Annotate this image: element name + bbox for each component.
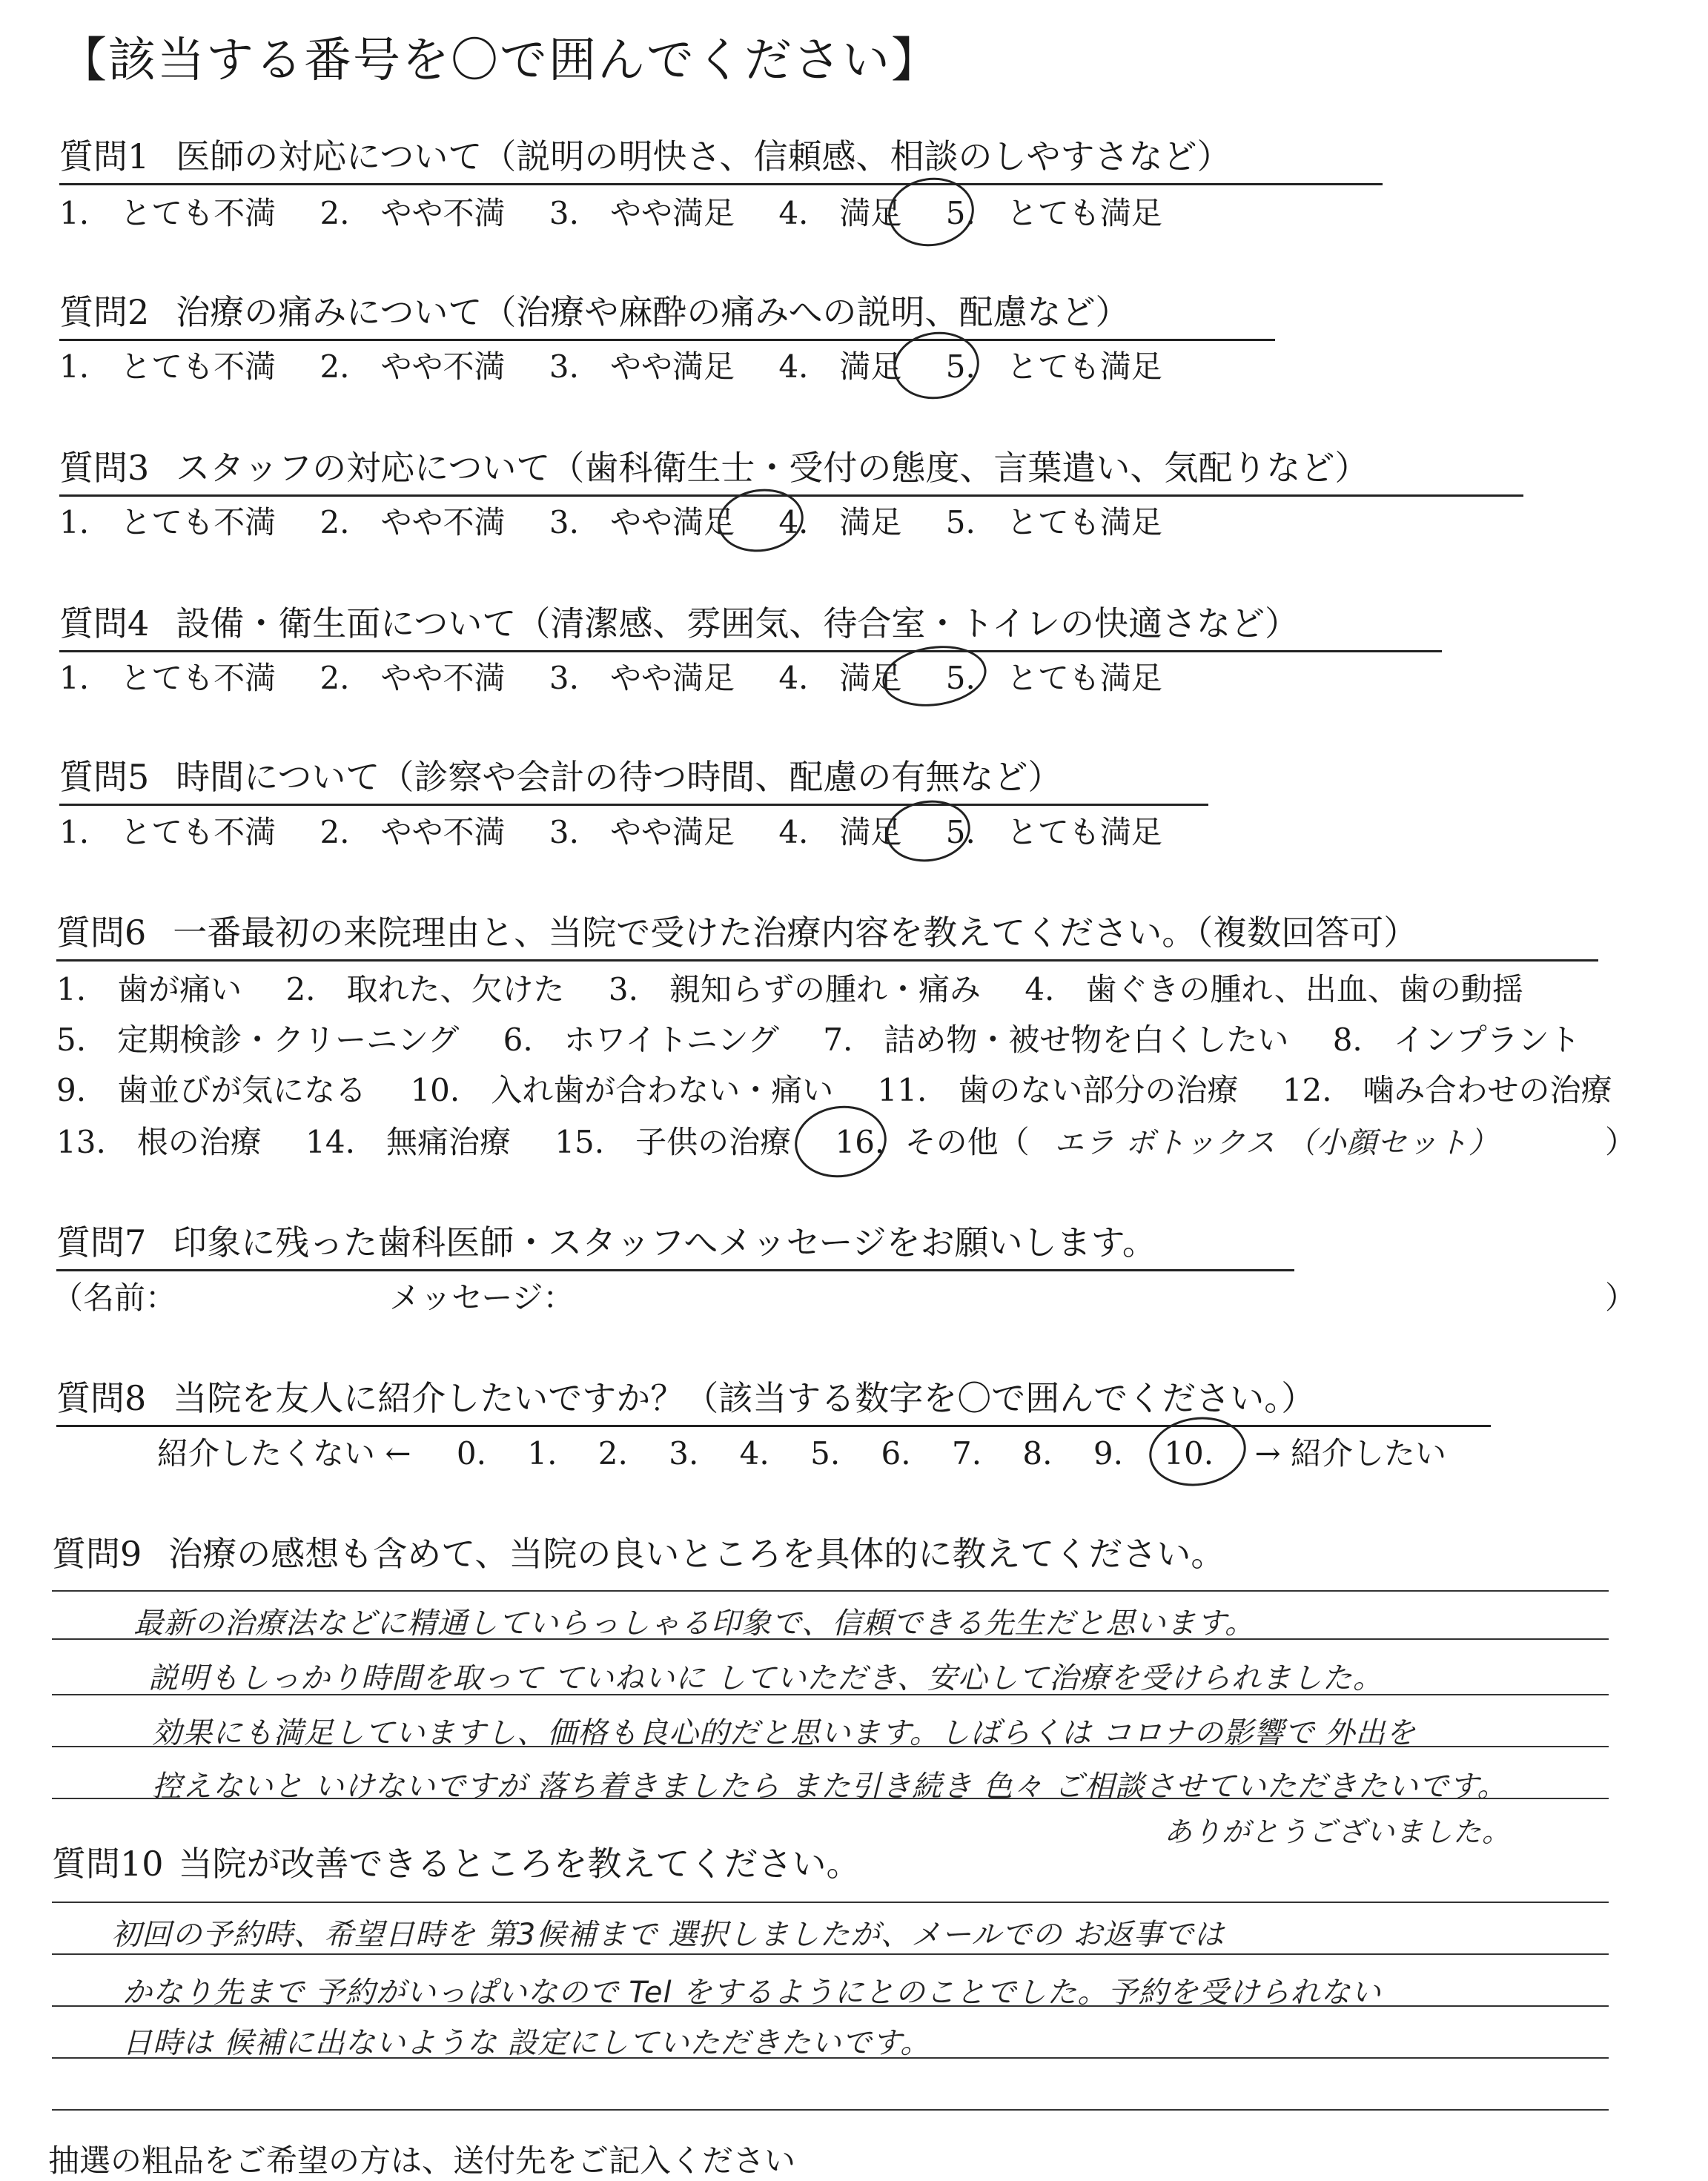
option-8[interactable]: 8. インプラント <box>1332 1022 1580 1058</box>
option-3[interactable]: 3. やや満足 <box>549 660 735 696</box>
answer-line <box>52 2109 1609 2111</box>
scale-9[interactable]: 9. <box>1093 1435 1123 1472</box>
footer-partial-text: 抽選の粗品をご希望の方は、送付先をご記入ください <box>48 2142 796 2179</box>
answer-line <box>52 2057 1609 2059</box>
answer-line <box>52 2005 1609 2007</box>
question-6-options-row3 <box>56 1066 1646 1111</box>
question-number: 質問9 <box>52 1534 142 1574</box>
option-1[interactable]: 1. とても不満 <box>59 814 277 850</box>
option-2[interactable]: 2. やや不満 <box>320 504 506 540</box>
option-9[interactable]: 9. 歯並びが気になる <box>56 1072 367 1108</box>
scale-10[interactable]: 10. <box>1164 1435 1214 1472</box>
answer-line <box>52 1798 1609 1799</box>
question-number: 質問1 <box>59 136 150 176</box>
option-4[interactable]: 4. 歯ぐきの腫れ、出血、歯の動揺 <box>1025 971 1523 1007</box>
question-8-scale <box>157 1429 1477 1474</box>
question-number: 質問6 <box>56 913 147 953</box>
option-5[interactable]: 5. とても満足 <box>945 348 1162 385</box>
scale-1[interactable]: 1. <box>527 1435 557 1472</box>
question-4-heading <box>59 597 1442 652</box>
selection-circle <box>790 1100 891 1183</box>
question-text: 治療の痛みについて（治療や麻酔の痛みへの説明、配慮など） <box>176 292 1130 332</box>
q10-answer-line-1[interactable]: 初回の予約時、希望日時を 第3候補まで 選択しましたが、メールでの お返事では <box>111 1918 1225 1952</box>
question-number: 質問10 <box>52 1844 164 1884</box>
scale-0[interactable]: 0. <box>456 1435 486 1472</box>
option-2[interactable]: 2. 取れた、欠けた <box>285 971 565 1007</box>
question-6-heading <box>56 906 1598 962</box>
question-number: 質問8 <box>56 1378 147 1418</box>
question-6-options-row2 <box>56 1016 1615 1060</box>
option-3[interactable]: 3. やや満足 <box>549 814 735 850</box>
option-1[interactable]: 1. とても不満 <box>59 660 277 696</box>
question-text: 設備・衛生面について（清潔感、雰囲気、待合室・トイレの快適さなど） <box>176 603 1300 643</box>
option-4[interactable]: 4. 満足 <box>778 504 902 540</box>
question-text: 治療の感想も含めて、当院の良いところを具体的に教えてください。 <box>168 1534 1225 1574</box>
option-13[interactable]: 13. 根の治療 <box>56 1124 262 1160</box>
q9-answer-line-3[interactable]: 効果にも満足していますし、価格も良心的だと思います。しばらくは コロナの影響で 外出を <box>152 1716 1417 1750</box>
question-text: スタッフの対応について（歯科衛生士・受付の態度、言葉遣い、気配りなど） <box>176 448 1369 488</box>
scale-8[interactable]: 8. <box>1022 1435 1053 1472</box>
answer-line <box>52 1953 1609 1955</box>
q9-answer-line-1[interactable]: 最新の治療法などに精通していらっしゃる印象で、信頼できる先生だと思います。 <box>133 1606 1255 1641</box>
option-5[interactable]: 5. とても満足 <box>945 504 1162 540</box>
scale-right-label: → 紹介したい <box>1254 1435 1446 1472</box>
q10-answer-line-3[interactable]: 日時は 候補に出ないような 設定にしていただきたいです。 <box>122 2026 931 2060</box>
question-5-heading <box>59 750 1208 806</box>
question-10-heading <box>52 1837 861 1886</box>
question-number: 質問3 <box>59 448 150 488</box>
option-3[interactable]: 3. やや満足 <box>549 348 735 385</box>
question-text: 当院が改善できるところを教えてください。 <box>178 1844 861 1884</box>
option-4[interactable]: 4. 満足 <box>778 660 902 696</box>
scale-3[interactable]: 3. <box>669 1435 699 1472</box>
scale-left-label: 紹介したくない ← <box>157 1435 411 1472</box>
question-text: 印象に残った歯科医師・スタッフへメッセージをお願いします。 <box>173 1222 1156 1262</box>
question-number: 質問4 <box>59 603 150 643</box>
name-label: （名前： <box>52 1280 177 1316</box>
scale-7[interactable]: 7. <box>951 1435 982 1472</box>
option-2[interactable]: 2. やや不満 <box>320 814 506 850</box>
option-5[interactable]: 5. 定期検診・クリーニング <box>56 1022 460 1058</box>
option-4[interactable]: 4. 満足 <box>778 814 902 850</box>
q9-thanks: ありがとうございました。 <box>1164 1816 1512 1848</box>
question-1-options <box>59 189 1196 234</box>
answer-line <box>52 1902 1609 1903</box>
option-6[interactable]: 6. ホワイトニング <box>503 1022 779 1058</box>
option-5[interactable]: 5. とても満足 <box>945 660 1162 696</box>
question-text: 当院を友人に紹介したいですか？（該当する数字を〇で囲んでください。） <box>173 1378 1316 1418</box>
question-5-options <box>59 808 1196 853</box>
question-3-heading <box>59 441 1523 497</box>
answer-line <box>52 1694 1609 1695</box>
scale-4[interactable]: 4. <box>739 1435 769 1472</box>
option-10[interactable]: 10. 入れ歯が合わない・痛い <box>410 1072 834 1108</box>
option-2[interactable]: 2. やや不満 <box>320 660 506 696</box>
question-4-options <box>59 654 1196 698</box>
question-3-options <box>59 498 1196 543</box>
other-close-paren: ） <box>1605 1124 1637 1160</box>
option-14[interactable]: 14. 無痛治療 <box>305 1124 511 1160</box>
option-4[interactable]: 4. 満足 <box>778 348 902 385</box>
option-15[interactable]: 15. 子供の治療 <box>555 1124 792 1160</box>
question-text: 医師の対応について（説明の明快さ、信頼感、相談のしやすさなど） <box>176 136 1231 176</box>
option-5[interactable]: 5. とても満足 <box>945 814 1162 850</box>
question-8-heading <box>56 1371 1491 1427</box>
question-2-heading <box>59 285 1275 341</box>
option-1[interactable]: 1. とても不満 <box>59 348 277 385</box>
question-number: 質問2 <box>59 292 150 332</box>
message-label: メッセージ： <box>389 1280 575 1316</box>
answer-line <box>52 1590 1609 1592</box>
scale-2[interactable]: 2. <box>598 1435 628 1472</box>
question-6-options-row1 <box>56 965 1558 1010</box>
scale-6[interactable]: 6. <box>881 1435 911 1472</box>
option-3[interactable]: 3. やや満足 <box>549 195 735 231</box>
page-title: 【該当する番号を〇で囲んでください】 <box>59 33 940 88</box>
option-1[interactable]: 1. とても不満 <box>59 504 277 540</box>
q9-answer-line-2[interactable]: 説明もしっかり時間を取って ていねいに していただき、安心して治療を受けられました。 <box>148 1661 1383 1695</box>
option-5[interactable]: 5. とても満足 <box>945 195 1162 231</box>
option-7[interactable]: 7. 詰め物・被せ物を白くしたい <box>823 1022 1289 1058</box>
question-number: 質問7 <box>56 1222 147 1262</box>
question-9-heading <box>52 1527 1225 1576</box>
option-1[interactable]: 1. 歯が痛い <box>56 971 242 1007</box>
option-2[interactable]: 2. やや不満 <box>320 195 506 231</box>
option-12[interactable]: 12. 噛み合わせの治療 <box>1282 1072 1612 1108</box>
option-3[interactable]: 3. 親知らずの腫れ・痛み <box>608 971 981 1007</box>
question-1-heading <box>59 130 1383 185</box>
question-number: 質問5 <box>59 757 150 797</box>
other-handwritten-answer[interactable]: エラ ボトックス （小顔セット） <box>1054 1126 1499 1160</box>
option-1[interactable]: 1. とても不満 <box>59 195 277 231</box>
selection-circle <box>882 795 974 867</box>
option-3[interactable]: 3. やや満足 <box>549 504 735 540</box>
scale-5[interactable]: 5. <box>810 1435 841 1472</box>
answer-line <box>52 1638 1609 1640</box>
q10-answer-line-2[interactable]: かなり先まで 予約がいっぱいなので Tel をするようにとのことでした。予約を受けられない <box>122 1976 1382 2010</box>
question-6-options-row4 <box>56 1118 1499 1162</box>
option-16[interactable]: 16. <box>835 1124 885 1160</box>
question-text: 一番最初の来院理由と、当院で受けた治療内容を教えてください。（複数回答可） <box>173 913 1418 953</box>
answer-line <box>52 1746 1609 1747</box>
question-2-options <box>59 342 1196 387</box>
option-11[interactable]: 11. 歯のない部分の治療 <box>877 1072 1239 1108</box>
option-2[interactable]: 2. やや不満 <box>320 348 506 385</box>
question-text: 時間について（診察や会計の待つ時間、配慮の有無など） <box>176 757 1062 797</box>
option-4[interactable]: 4. 満足 <box>778 195 902 231</box>
question-7-heading <box>56 1216 1294 1271</box>
message-close-paren: ） <box>1605 1280 1637 1316</box>
q9-answer-line-4[interactable]: 控えないと いけないですが 落ち着きましたら また引き続き 色々 ご相談させていただきたいです。 <box>152 1770 1508 1804</box>
option-other-label: その他（ <box>904 1124 1030 1160</box>
